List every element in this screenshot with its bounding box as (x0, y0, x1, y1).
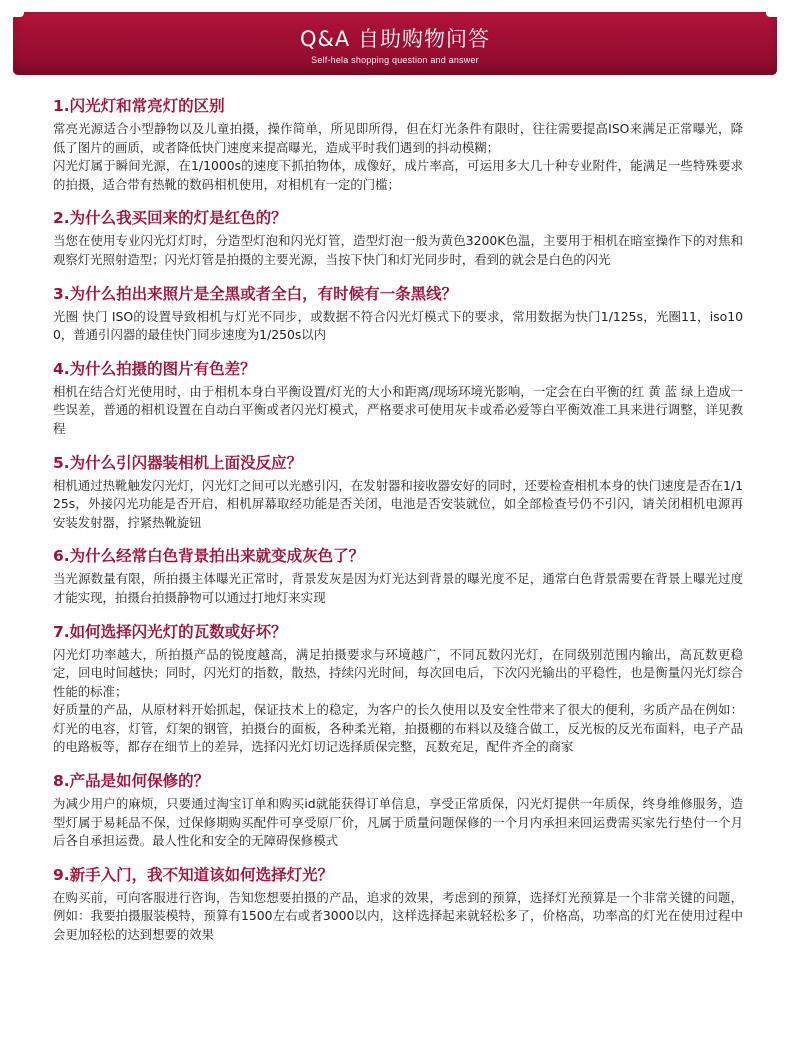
question-1: 1.闪光灯和常亮灯的区别 (53, 97, 225, 115)
question-6: 6.为什么经常白色背景拍出来就变成灰色了？ (53, 547, 365, 566)
qa-item-2 (53, 208, 743, 269)
question-5: 5.为什么引闪器装相机上面没反应？ (53, 453, 303, 472)
answer-9: 在购买前，可向客服进行咨询，告知您想要拍摄的产品，追求的效果，考虑到的预算，选择灯光预算是一个非常关键的问题，例如：我要拍摄服装模特，预算有1500左右或者3000以内，这样选择起来就轻松多了，价格高，功率高的灯光在使用过程中会更加轻松的达到想要的效果 (53, 889, 743, 943)
page-subtitle: Self-hela shopping question and answer (311, 55, 479, 65)
answer-8: 为减少用户的麻烦，只要通过淘宝订单和购买id就能获得订单信息，享受正常质保，闪光灯提供一年质保，终身维修服务，造型灯属于易耗品不保，过保修期购买配件可享受原厂价，凡属于质量问题保修的一个月内承担来回运费需买家先行垫付一个月后各自承担运费。最人性化和安全的无障碍保修模式 (53, 796, 743, 849)
page-title: Q&A 自助购物问答 (300, 27, 490, 51)
answer-6: 当光源数量有限，所拍摄主体曝光正常时，背景发灰是因为灯光达到背景的曝光度不足，通常白色背景需要在背景上曝光过度才能实现，拍摄台拍摄静物可以通过打地灯来实现 (53, 571, 743, 605)
answer-1-para-1: 常亮光源适合小型静物以及儿童拍摄，操作简单，所见即所得，但在灯光条件有限时，往往需要提高ISO来满足正常曝光，降低了图片的画质，或者降低快门速度来提高曝光，造成平时我们遇到的抖动模糊； (53, 121, 743, 155)
header-banner (13, 12, 777, 75)
answer-4: 相机在结合灯光使用时，由于相机本身白平衡设置/灯光的大小和距离/现场环境光影响，一定会在白平衡的红 黄 蓝 绿上造成一些误差，普通的相机设置在自动白平衡或者闪光灯模式，严格要求可使用灰卡或希必爱等白平衡效准工具来进行调整，详见教程 (53, 383, 743, 436)
question-2: 2.为什么我买回来的灯是红色的？ (53, 209, 287, 228)
qa-item-5 (53, 453, 743, 533)
question-9: 9.新手入门，我不知道该如何选择灯光？ (53, 865, 334, 884)
answer-5: 相机通过热靴触发闪光灯，闪光灯之间可以光感引闪，在发射器和接收器安好的同时，还要检查相机本身的快门速度是否在1/125s，外接闪光功能是否开启，相机屏幕取经功能是否关闭，电池是否安装就位，如全部检查号仍不引闪，请关闭相机电源再安装发射器，拧紧热靴旋钮 (53, 477, 743, 530)
qa-item-1 (53, 96, 743, 194)
answer-3: 光圈 快门 ISO的设置导致相机与灯光不同步，或数据不符合闪光灯模式下的要求，常用数据为快门1/125s，光圈11，iso100，普通引闪器的最佳快门同步速度为1/250s以内 (53, 308, 743, 343)
question-4: 4.为什么拍摄的图片有色差？ (53, 359, 256, 378)
answer-7-para-1: 闪光灯功率越大，所拍摄产品的锐度越高，满足拍摄要求与环境越广，不同瓦数闪光灯，在同级别范围内输出，高瓦数更稳定，回电时间越快；同时，闪光灯的指数，散热，持续闪光时间，每次回电后，下次闪光输出的平稳性，也是衡量闪光灯综合性能的标准； (53, 646, 743, 699)
question-8: 8.产品是如何保修的？ (53, 772, 210, 791)
qa-item-9 (53, 865, 743, 945)
question-7: 7.如何选择闪光灯的瓦数或好坏？ (53, 622, 287, 641)
qa-item-7 (53, 622, 743, 758)
qa-item-8 (53, 771, 743, 851)
qa-item-4 (53, 359, 743, 439)
qa-list (53, 96, 743, 959)
banner-notch-right (766, 12, 777, 17)
qa-item-3 (53, 284, 743, 345)
answer-1-para-2: 闪光灯属于瞬间光源，在1/1000s的速度下抓拍物体，成像好，成片率高，可运用多大几十种专业附件，能满足一些特殊要求的拍摄，适合带有热靴的数码相机使用，对相机有一定的门槛； (53, 158, 743, 192)
answer-2: 当您在使用专业闪光灯灯时，分造型灯泡和闪光灯管，造型灯泡一般为黄色3200K色温，主要用于相机在暗室操作下的对焦和观察灯光照射造型；闪光灯管是拍摄的主要光源，当按下快门和灯光同步时，看到的就会是白色的闪光 (53, 233, 743, 267)
banner-notch-left (13, 12, 24, 17)
answer-7-para-2: 好质量的产品，从原材料开始抓起，保证技术上的稳定，为客户的长久使用以及安全性带来了很大的便利，劣质产品在例如：灯光的电容，灯管，灯架的钢管，拍摄台的面板，各种柔光箱，拍摄棚的布料以及缝合做工，反光板的反光布面料，电子产品的电路板等，都存在细节上的差异，选择闪光灯切记选择质保完整，瓦数充足，配件齐全的商家 (53, 702, 743, 755)
question-3: 3.为什么拍出来照片是全黑或者全白，有时候有一条黑线？ (53, 284, 458, 303)
qa-item-6 (53, 546, 743, 607)
